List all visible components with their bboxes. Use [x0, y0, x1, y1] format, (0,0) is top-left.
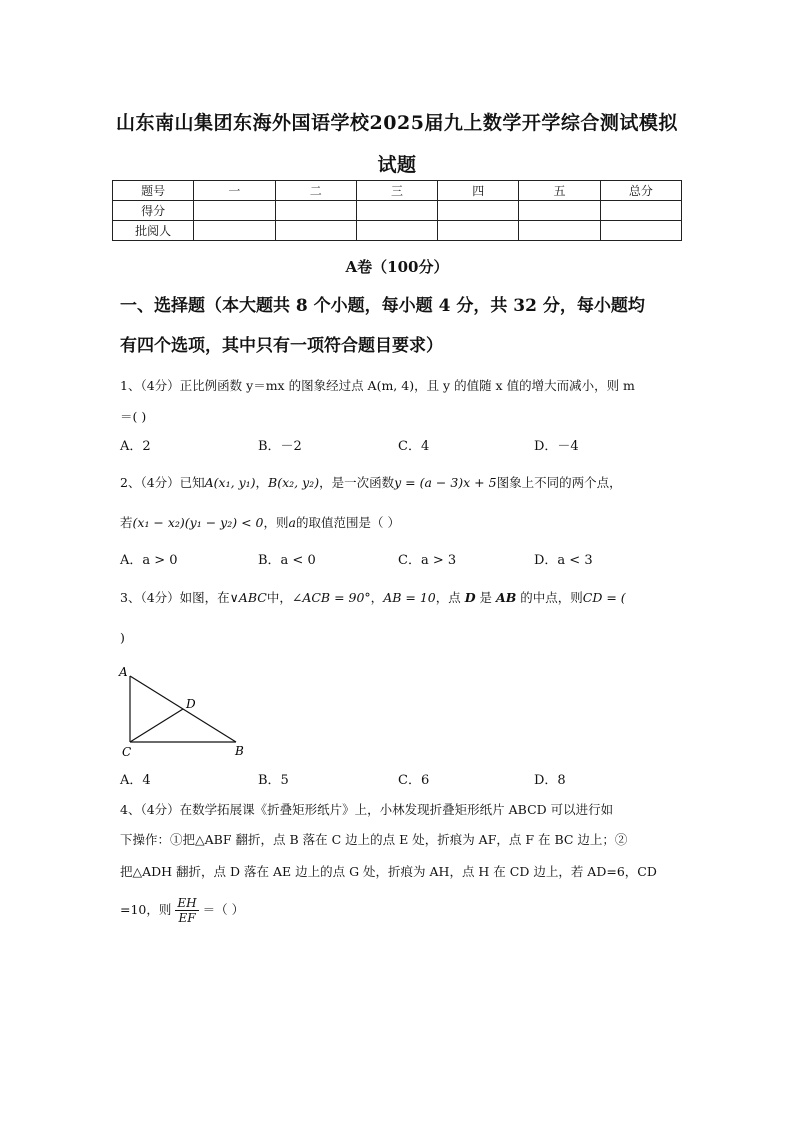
- q3-option-a[interactable]: A．4: [120, 773, 151, 788]
- q3-text-line1: [120, 588, 680, 608]
- q3-segment-cd: CD = (: [582, 590, 626, 605]
- q2-text: ，是一次函数: [319, 475, 395, 490]
- section1-heading-line1: 一、选择题（本大题共 8 个小题，每小题 4 分，共 32 分，每小题均: [120, 296, 645, 316]
- q3-triangle: ∨ABC: [229, 590, 267, 605]
- q2-function: y = (a − 3)x + 5: [394, 475, 497, 490]
- row-label: 批阅人: [113, 221, 194, 241]
- label-d: D: [186, 697, 196, 711]
- q2-option-a[interactable]: A．a > 0: [120, 553, 178, 568]
- q3-text-line2: ): [120, 630, 125, 645]
- q2-option-d[interactable]: D．a < 3: [534, 553, 593, 568]
- q1-option-d[interactable]: D．－4: [534, 439, 579, 454]
- q3-text: 中，: [266, 590, 292, 605]
- reviewer-cell[interactable]: [275, 221, 356, 241]
- q1-option-c[interactable]: C．4: [398, 439, 430, 454]
- q3-text: ，: [370, 590, 384, 605]
- table-header: 题号: [113, 181, 194, 201]
- label-c: C: [122, 745, 132, 759]
- q4-text: =10，则: [120, 902, 172, 917]
- reviewer-row: [113, 221, 682, 241]
- table-header: 四: [438, 181, 519, 201]
- score-cell[interactable]: [519, 201, 600, 221]
- reviewer-cell[interactable]: [438, 221, 519, 241]
- label-a: A: [119, 665, 128, 679]
- fraction-denominator: EF: [178, 911, 196, 925]
- q3-option-c[interactable]: C．6: [398, 773, 430, 788]
- score-row: [113, 201, 682, 221]
- q4-text-line4: [120, 892, 680, 928]
- score-cell[interactable]: [194, 201, 275, 221]
- section1-heading-line2: 有四个选项，其中只有一项符合题目要求）: [120, 336, 443, 356]
- q2-condition: (x₁ − x₂)(y₁ − y₂) < 0: [132, 515, 264, 530]
- q2-text: 的取值范围是（ ）: [295, 515, 400, 530]
- reviewer-cell[interactable]: [356, 221, 437, 241]
- q3-option-d[interactable]: D．8: [534, 773, 566, 788]
- table-header: 三: [356, 181, 437, 201]
- q4-text: ＝（ ）: [202, 902, 245, 917]
- q3-text: 是: [475, 590, 497, 605]
- q3-segment-ab: AB: [496, 590, 517, 605]
- q2-text: ，: [255, 475, 269, 490]
- q3-text: ，点: [435, 590, 465, 605]
- q2-text: 若: [120, 515, 133, 530]
- q2-option-b[interactable]: B．a < 0: [258, 553, 316, 568]
- q3-triangle-figure: [116, 662, 251, 762]
- q1-text-line2: ＝( ): [120, 409, 147, 424]
- row-label: 得分: [113, 201, 194, 221]
- score-cell[interactable]: [600, 201, 681, 221]
- score-table-header-row: [113, 181, 682, 201]
- section-a-heading: A卷（100分）: [345, 258, 449, 276]
- q1-option-a[interactable]: A．2: [120, 439, 151, 454]
- score-cell[interactable]: [356, 201, 437, 221]
- score-cell[interactable]: [438, 201, 519, 221]
- q3-point-d: D: [464, 590, 476, 605]
- q4-text-line1: 4、（4分）在数学拓展课《折叠矩形纸片》上，小林发现折叠矩形纸片 ABCD 可以进行如: [120, 802, 614, 817]
- paper-title-line2: 试题: [377, 154, 417, 176]
- fraction-numerator: EH: [177, 896, 197, 910]
- q1-text-line1: 1、（4分）正比例函数 y＝mx 的图象经过点 A(m, 4)，且 y 的值随 x 值的增大而减小，则 m: [120, 378, 635, 393]
- q2-text-line1: [120, 473, 680, 493]
- q1-option-b[interactable]: B．－2: [258, 439, 302, 454]
- q4-text-line3: 把△ADH 翻折，点 D 落在 AE 边上的点 G 处，折痕为 AH，点 H 在 CD 边上，若 AD=6，CD: [120, 864, 657, 879]
- q2-point-a: A(x₁, y₁): [204, 475, 256, 490]
- score-cell[interactable]: [275, 201, 356, 221]
- q3-option-b[interactable]: B．5: [258, 773, 289, 788]
- q2-text: 图象上不同的两个点，: [496, 475, 622, 490]
- table-header: 一: [194, 181, 275, 201]
- q2-point-b: B(x₂, y₂): [268, 475, 320, 490]
- table-header: 二: [275, 181, 356, 201]
- segment-cd: [130, 709, 183, 742]
- q4-text-line2: 下操作：①把△ABF 翻折，点 B 落在 C 边上的点 E 处，折痕为 AF，点 F 在 BC 边上；②: [120, 832, 628, 847]
- table-header: 总分: [600, 181, 681, 201]
- table-header: 五: [519, 181, 600, 201]
- q3-angle: ∠ACB = 90°: [291, 590, 371, 605]
- q2-variable: a: [288, 515, 296, 530]
- q2-option-c[interactable]: C．a > 3: [398, 553, 457, 568]
- q2-text: 2、（4分）已知: [120, 475, 205, 490]
- score-table: [112, 180, 682, 241]
- q4-fraction: [175, 896, 198, 925]
- q2-text: ，则: [263, 515, 289, 530]
- q3-length: AB = 10: [383, 590, 436, 605]
- paper-title-line1: 山东南山集团东海外国语学校2025届九上数学开学综合测试模拟: [116, 112, 678, 134]
- reviewer-cell[interactable]: [194, 221, 275, 241]
- label-b: B: [235, 744, 244, 758]
- q3-text: 3、（4分）如图，在: [120, 590, 230, 605]
- reviewer-cell[interactable]: [600, 221, 681, 241]
- q3-text: 的中点，则: [516, 590, 583, 605]
- q2-text-line2: [120, 513, 680, 533]
- reviewer-cell[interactable]: [519, 221, 600, 241]
